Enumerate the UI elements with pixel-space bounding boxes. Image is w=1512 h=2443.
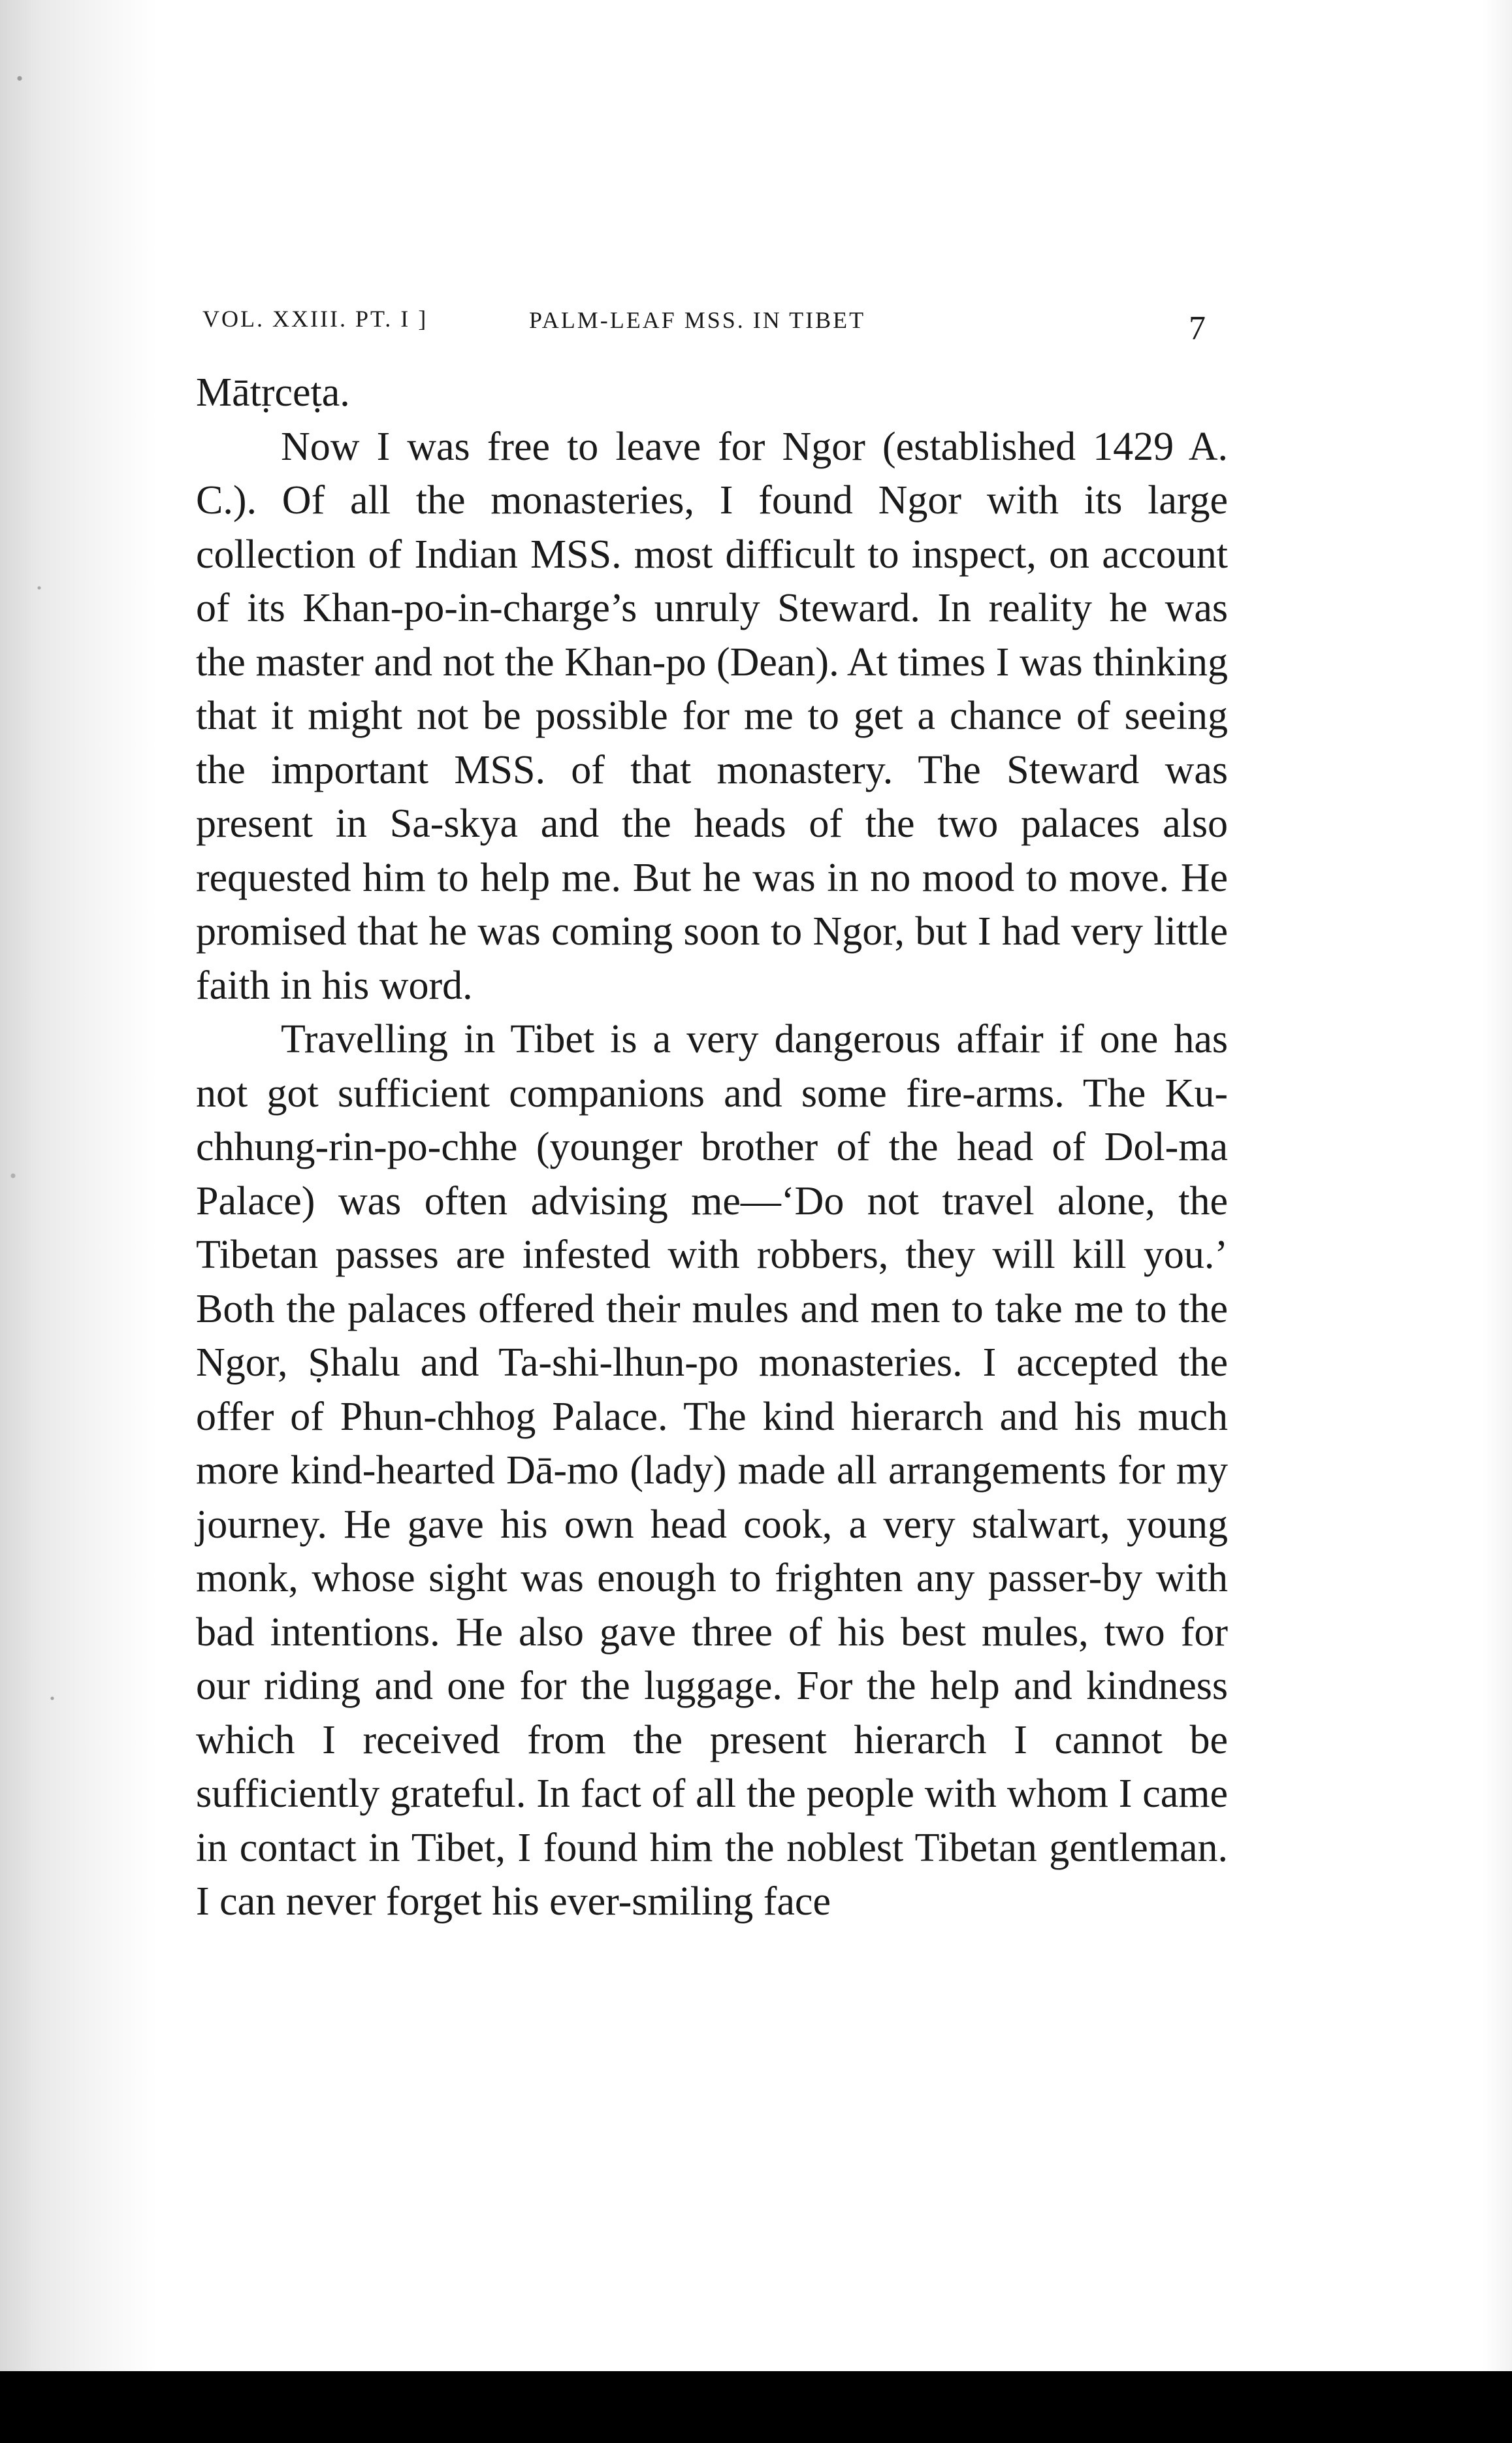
scan-bottom-band [0,2371,1512,2443]
paragraph-continuation: Mātṛceṭa. [196,370,350,415]
scan-binding-gutter [0,0,157,2443]
paragraph-travelling: Travelling in Tibet is a very dangerous affair if one has not got sufficient companions and some fire-arms. The Ku-chhung-rin-po-chhe (younger brother of the head of Dol-ma Palace) was often advising me—‘Do not travel alone, the Tibetan passes are infested with robbers, they will kill you.’ Both the palaces offered their mules and men to take me to the Ngor, Ṣhalu and Ta-shi-lhun-po monasteries. I accepted the offer of Phun-chhog Palace. The kind hierarch and his much more kind-hearted Dā-mo (lady) made all arrangements for my journey. He gave his own head cook, a very stalwart, young monk, whose sight was enough to frighten any passer-by with bad intentions. He also gave three of his best mules, two for our riding and one for the luggage. For the help and kindness which I received from the present hierarch I cannot be sufficiently grateful. In fact of all the people with whom I came in contact in Tibet, I found him the noblest Tibetan gentleman. I can never forget his ever-smiling face [196,1017,1228,1924]
page-body [196,366,1228,1929]
volume-label: VOL. XXIII. PT. I ] [202,306,428,332]
running-title: PALM-LEAF MSS. IN TIBET [529,307,866,333]
paragraph-ngor: Now I was free to leave for Ngor (established 1429 A. C.). Of all the monasteries, I found Ngor with its large collection of Indian MSS. most difficult to inspect, on account of its Khan-po-in-charge’s unruly Steward. In reality he was the master and not the Khan-po (Dean). At times I was thinking that it might not be possible for me to get a chance of seeing the important MSS. of that monastery. The Steward was present in Sa-skya and the heads of the two palaces also requested him to help me. But he was in no mood to move. He promised that he was coming soon to Ngor, but I had very little faith in his word. [196,424,1228,1008]
scan-right-edge [1483,0,1512,2371]
page-number: 7 [1189,310,1206,347]
running-header [202,297,1234,356]
